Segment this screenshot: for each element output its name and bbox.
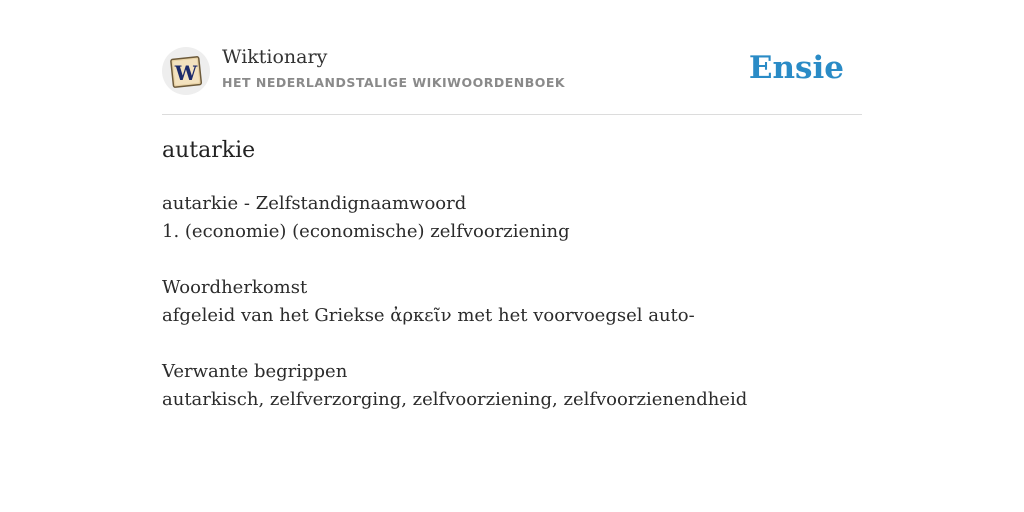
site-header [162,44,862,115]
ensie-brand-logo[interactable]: Ensie [748,50,844,86]
definition-card [162,0,862,512]
entry-term: autarkie [162,138,256,163]
site-name[interactable]: Wiktionary [222,46,328,68]
etymology-heading: Woordherkomst [162,277,308,298]
part-of-speech-line: autarkie - Zelfstandignaamwoord [162,193,467,214]
etymology-text: afgeleid van het Griekse ἀρκεῖν met het voorvoegsel auto- [162,305,695,326]
wiktionary-logo-icon [162,47,210,95]
spacer [162,246,862,274]
wiktionary-logo[interactable] [162,47,210,95]
related-terms-heading: Verwante begrippen [162,361,348,382]
related-terms-text: autarkisch, zelfverzorging, zelfvoorziening, zelfvoorzienendheid [162,389,748,410]
logo-letter: W [174,61,198,85]
spacer [162,330,862,358]
definition-line: 1. (economie) (economische) zelfvoorziening [162,221,570,242]
site-tagline: HET NEDERLANDSTALIGE WIKIWOORDENBOEK [222,75,566,90]
entry-body [162,190,862,414]
